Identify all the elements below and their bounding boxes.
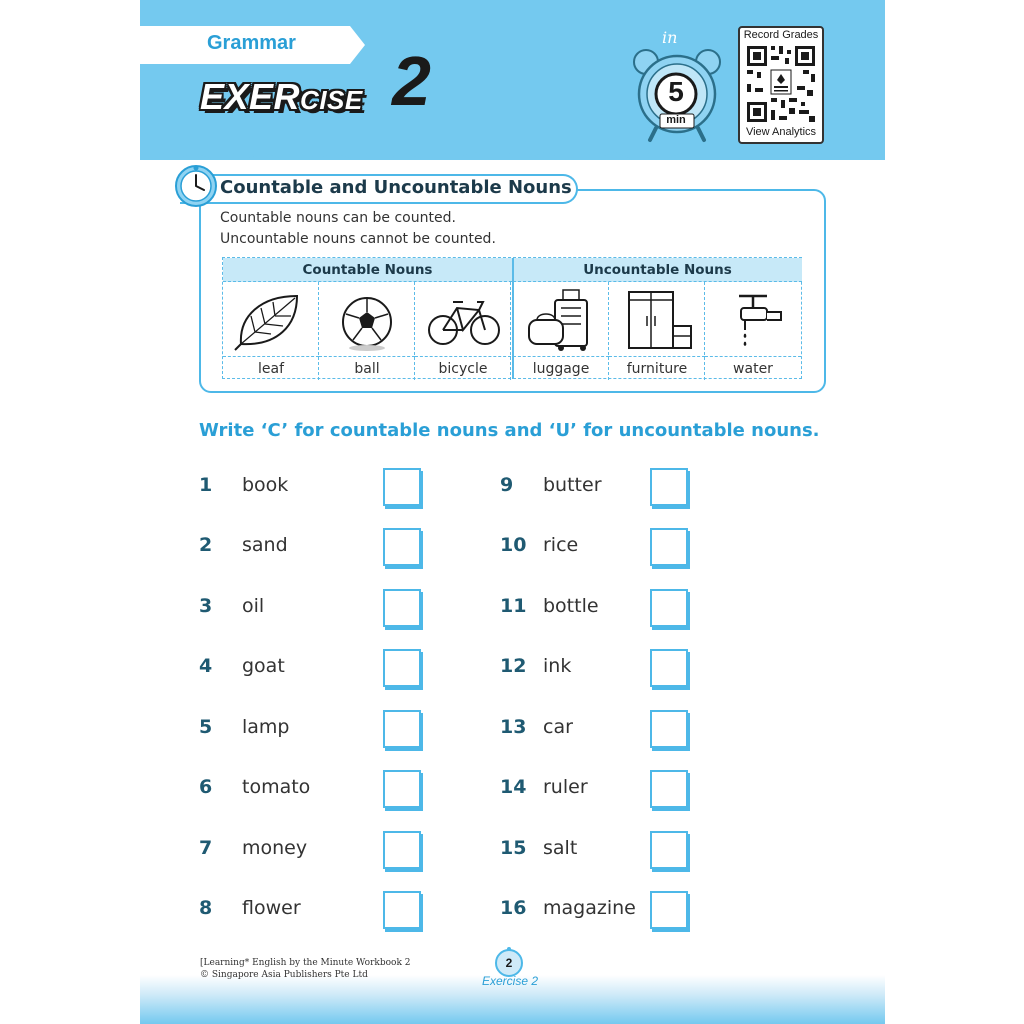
question-number: 1 [199, 474, 213, 496]
answer-box[interactable] [650, 468, 688, 506]
question-word: ruler [543, 776, 588, 798]
answer-box[interactable] [383, 649, 421, 687]
countable-header: Countable Nouns [223, 258, 512, 282]
noun-cell-luggage [513, 282, 609, 380]
question-item [500, 589, 730, 629]
question-word: money [242, 837, 308, 859]
question-word: ink [543, 655, 572, 677]
answer-box[interactable] [383, 831, 421, 869]
answer-box[interactable] [383, 528, 421, 566]
noun-label: ball [319, 356, 415, 380]
luggage-icon [521, 286, 601, 354]
question-word: car [543, 716, 573, 738]
question-item [199, 589, 429, 629]
question-word: oil [242, 595, 265, 617]
exercise-heading-mid: XER [224, 76, 301, 117]
water-tap-icon [713, 286, 793, 354]
answer-box[interactable] [383, 891, 421, 929]
question-word: flower [242, 897, 301, 919]
noun-label: luggage [513, 356, 609, 380]
footer-copyright: © Singapore Asia Publishers Pte Ltd [200, 970, 368, 980]
question-item [199, 468, 429, 508]
noun-label: leaf [223, 356, 319, 380]
noun-label: furniture [609, 356, 705, 380]
noun-cell-water [705, 282, 801, 380]
question-word: rice [543, 534, 579, 556]
view-analytics-label: View Analytics [745, 126, 817, 138]
question-word: magazine [543, 897, 636, 919]
furniture-icon [617, 286, 697, 354]
noun-cell-bicycle [415, 282, 511, 380]
question-item [500, 710, 730, 750]
question-number: 5 [199, 716, 213, 738]
info-definition-countable: Countable nouns can be counted. [220, 210, 456, 226]
page-number: 2 [505, 956, 513, 970]
category-label: Grammar [207, 32, 296, 54]
question-item [199, 528, 429, 568]
question-item [500, 770, 730, 810]
question-number: 4 [199, 655, 213, 677]
answer-box[interactable] [383, 710, 421, 748]
answer-box[interactable] [383, 468, 421, 506]
question-number: 2 [199, 534, 213, 556]
question-word: lamp [242, 716, 290, 738]
question-number: 6 [199, 776, 213, 798]
question-number: 11 [500, 595, 527, 617]
noun-cell-furniture [609, 282, 705, 380]
question-number: 8 [199, 897, 213, 919]
noun-label: water [705, 356, 801, 380]
question-item [199, 891, 429, 931]
answer-box[interactable] [650, 710, 688, 748]
footer-exercise-label: Exercise 2 [482, 974, 539, 988]
question-item [500, 891, 730, 931]
qr-code-icon[interactable] [745, 44, 817, 124]
exercise-heading-big: E [200, 76, 225, 117]
question-word: bottle [543, 595, 599, 617]
question-word: butter [543, 474, 602, 496]
question-number: 3 [199, 595, 213, 617]
question-item [199, 710, 429, 750]
question-number: 10 [500, 534, 527, 556]
question-word: book [242, 474, 289, 496]
clock-unit: min [666, 114, 686, 126]
info-title: Countable and Uncountable Nouns [220, 177, 572, 198]
torn-paper-edge [140, 140, 885, 170]
question-word: tomato [242, 776, 311, 798]
question-number: 13 [500, 716, 527, 738]
answer-box[interactable] [650, 589, 688, 627]
clock-prefix: in [662, 28, 678, 47]
question-item [199, 649, 429, 689]
clock-minutes: 5 [668, 76, 684, 107]
question-number: 16 [500, 897, 527, 919]
answer-box[interactable] [650, 891, 688, 929]
instruction: Write ‘C’ for countable nouns and ‘U’ for uncountable nouns. [199, 420, 820, 441]
answer-box[interactable] [383, 770, 421, 808]
question-item [500, 649, 730, 689]
exercise-heading-small: CISE [300, 85, 363, 115]
question-number: 9 [500, 474, 514, 496]
footer-book-title: [Learning* English by the Minute Workbook 2 [200, 958, 411, 968]
question-word: salt [543, 837, 578, 859]
noun-cell-leaf [223, 282, 319, 380]
question-item [199, 770, 429, 810]
exercise-heading [200, 76, 363, 118]
question-item [199, 831, 429, 871]
worksheet-page [140, 0, 885, 1024]
question-word: sand [242, 534, 288, 556]
question-number: 15 [500, 837, 527, 859]
question-number: 14 [500, 776, 527, 798]
info-definition-uncountable: Uncountable nouns cannot be counted. [220, 231, 496, 247]
question-item [500, 831, 730, 871]
noun-label: bicycle [415, 356, 511, 380]
question-item [500, 468, 730, 508]
qr-panel[interactable] [738, 26, 824, 144]
answer-box[interactable] [650, 528, 688, 566]
answer-box[interactable] [383, 589, 421, 627]
exercise-number: 2 [392, 42, 431, 120]
question-item [500, 528, 730, 568]
answer-box[interactable] [650, 649, 688, 687]
uncountable-header: Uncountable Nouns [513, 258, 802, 282]
noun-cell-ball [319, 282, 415, 380]
bicycle-icon [423, 286, 503, 354]
ball-icon [327, 286, 407, 354]
leaf-icon [231, 286, 311, 354]
answer-box[interactable] [650, 831, 688, 869]
question-number: 7 [199, 837, 213, 859]
question-word: goat [242, 655, 285, 677]
noun-examples-table [222, 257, 802, 379]
question-number: 12 [500, 655, 527, 677]
clock-icon [174, 164, 218, 208]
answer-box[interactable] [650, 770, 688, 808]
record-grades-label: Record Grades [743, 29, 819, 41]
